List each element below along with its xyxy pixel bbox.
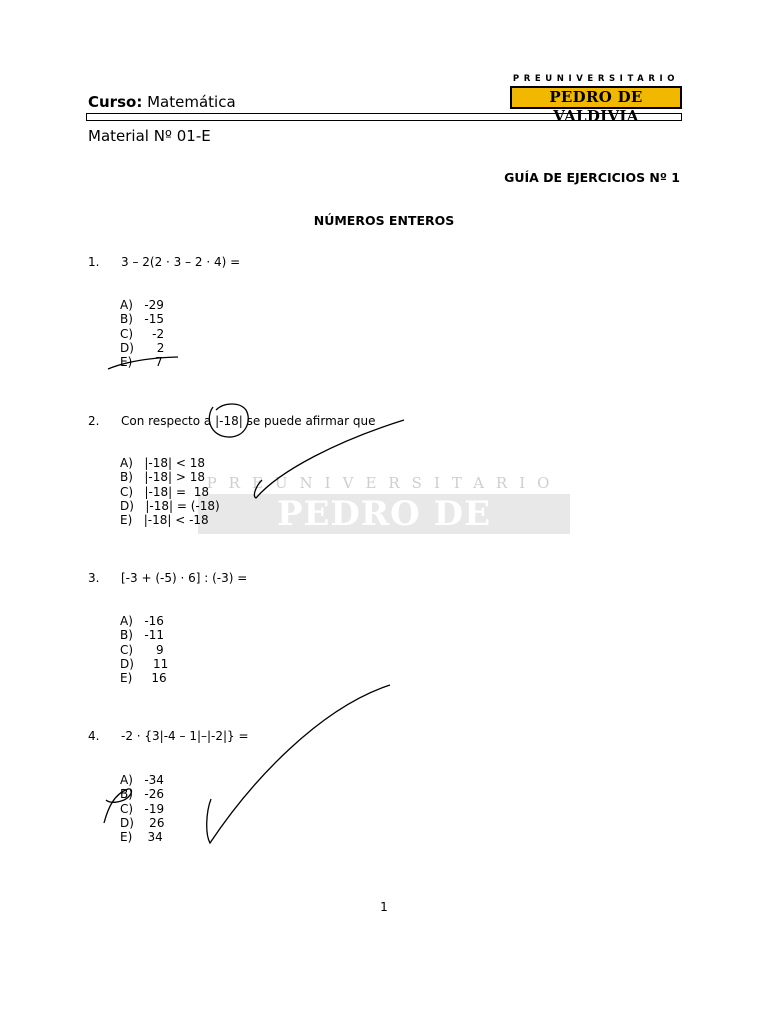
- guide-title: GUÍA DE EJERCICIOS Nº 1: [504, 170, 680, 185]
- options-2: [120, 456, 220, 527]
- options-3: [120, 614, 168, 685]
- course-heading: [88, 93, 236, 111]
- option-a: A) |-18| < 18: [120, 456, 205, 470]
- option-d: D) |-18| = (-18): [120, 498, 220, 513]
- option-b: B) |-18| > 18: [120, 470, 205, 485]
- option-a: A) -34: [120, 773, 164, 787]
- question-number: 2.: [88, 414, 100, 428]
- question-text: -2 · {3|-4 – 1|–|-2|} =: [121, 729, 249, 743]
- option-a: A) -16: [120, 614, 164, 628]
- section-title: NÚMEROS ENTEROS: [313, 213, 455, 228]
- option-b: B) -11: [120, 628, 164, 643]
- header-rule: [86, 113, 682, 121]
- watermark-top-text: PREUNIVERSITARIO: [206, 474, 562, 492]
- question-text: Con respecto a |-18| se puede afirmar que: [121, 414, 376, 428]
- option-b: B) -26: [120, 787, 164, 802]
- logo-top-text: PREUNIVERSITARIO: [512, 74, 680, 84]
- option-c: C) 9: [120, 642, 164, 657]
- question-number: 3.: [88, 571, 100, 585]
- question-text: 3 – 2(2 · 3 – 2 · 4) =: [121, 255, 241, 269]
- check-mark-q4: [207, 685, 390, 843]
- page-number: 1: [380, 900, 388, 914]
- option-c: C) |-18| = 18: [120, 484, 209, 499]
- logo-main-text: PEDRO DE VALDIVIA: [510, 86, 682, 109]
- option-e: E) 7: [120, 355, 163, 370]
- question-number: 1.: [88, 255, 100, 269]
- question-text: [-3 + (-5) · 6] : (-3) =: [121, 571, 248, 585]
- option-c: C) -19: [120, 801, 165, 816]
- option-e: E) |-18| < -18: [120, 513, 209, 528]
- course-label: Curso:: [88, 93, 143, 111]
- option-d: D) 11: [120, 656, 169, 671]
- material-number: Material Nº 01-E: [88, 127, 211, 145]
- option-a: A) -29: [120, 298, 164, 312]
- option-e: E) 16: [120, 671, 167, 686]
- options-4: [120, 773, 164, 844]
- options-1: [120, 298, 164, 369]
- option-b: B) -15: [120, 312, 164, 327]
- option-d: D) 2: [120, 340, 165, 355]
- watermark-main-text: PEDRO DE VALDIVIA: [198, 494, 570, 534]
- logo: [510, 74, 682, 125]
- watermark: [198, 474, 570, 574]
- course-value: Matemática: [147, 93, 236, 111]
- question-number: 4.: [88, 729, 100, 743]
- option-e: E) 34: [120, 830, 163, 845]
- option-c: C) -2: [120, 326, 165, 341]
- option-d: D) 26: [120, 815, 165, 830]
